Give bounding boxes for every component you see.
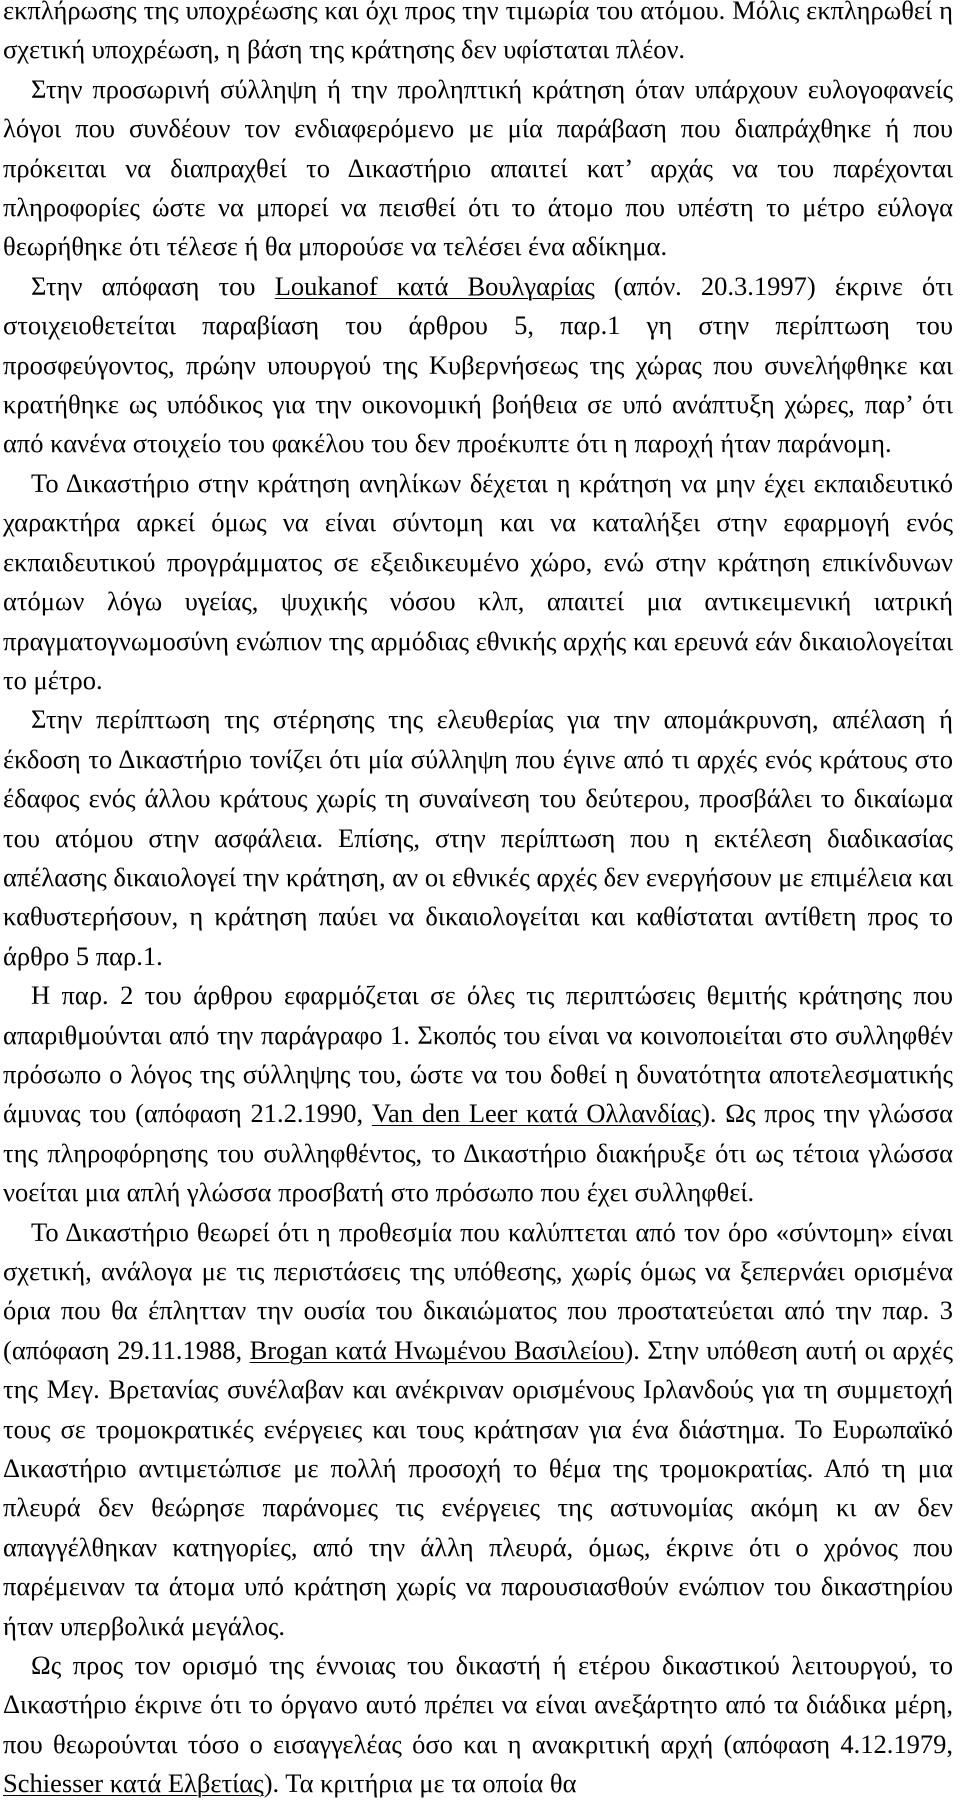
paragraph-text: (απόν. 20.3.1997) έκρινε ότι στοιχειοθετείται παραβίαση του άρθρου 5, παρ.1 γη στην περίπτωση του προσφεύγοντος, πρώην υπουργού της Κυβερνήσεως της χώρας που συνελήφθηκε και κρατήθηκε ως υπόδικος για την οικονομική βοήθεια σε υπό ανάπτυξη χώρες, παρ’ ότι από κανένα στοιχείο του φακέλου του δεν προέκυπτε ότι η παροχή ήταν παράνομη. — [3, 270, 953, 459]
paragraph-text: Το Δικαστήριο στην κράτηση ανηλίκων δέχεται η κράτηση να μην έχει εκπαιδευτικό χαρακτήρα αρκεί όμως να είναι σύντομη και να καταλήξει στην εφαρμογή ενός εκπαιδευτικού προγράμματος σε εξειδικευμένο χώρο, ενώ στην κράτηση επικίνδυνων ατόμων λόγω υγείας, ψυχικής νόσου κλπ, απαιτεί μια αντικειμενική ιατρική πραγματογνωμοσύνη ενώπιον της αρμόδιας εθνικής αρχής και ερευνά εάν δικαιολογείται το μέτρο. — [3, 467, 953, 695]
paragraph — [3, 1646, 953, 1804]
paragraph — [3, 0, 953, 70]
paragraph — [3, 70, 953, 267]
paragraph — [3, 464, 953, 700]
paragraph — [3, 700, 953, 976]
paragraph-text: ). Ως προς την γλώσσα της πληροφόρησης του συλληφθέντος, το Δικαστήριο διακήρυξε ότι ως τέτοια γλώσσα νοείται μια απλή γλώσσα προσβατή στο πρόσωπο που έχει συλληφθεί. — [3, 1098, 953, 1208]
paragraph-text: Στην απόφαση του — [31, 270, 275, 301]
case-citation: Brogan κατά Ηνωμένου Βασιλείου — [249, 1334, 625, 1365]
paragraph-text: Ως προς τον ορισμό της έννοιας του δικαστή ή ετέρου δικαστικού λειτουργού, το Δικαστήριο έκρινε ότι το όργανο αυτό πρέπει να είναι ανεξάρτητο από τα διάδικα μέρη, που θεωρούνται τόσο ο εισαγγελέας όσο και η ανακριτική αρχή (απόφαση 4.12.1979, — [3, 1650, 953, 1759]
paragraph-text: Το Δικαστήριο θεωρεί ότι η προθεσμία που καλύπτεται από τον όρο «σύντομη» είναι σχετική, ανάλογα με τις περιστάσεις της υπόθεσης, χωρίς όμως να ξεπερνάει ορισμένα όρια που θα έπλητταν την ουσία του δικαιώματος που προστατεύεται από την παρ. 3 (απόφαση 29.11.1988, — [3, 1216, 953, 1365]
paragraph-text: εκπλήρωσης της υποχρέωσης και όχι προς την τιμωρία του ατόμου. Μόλις εκπληρωθεί η σχετική υποχρέωση, η βάση της κράτησης δεν υφίσταται πλέον. — [3, 0, 953, 65]
case-citation: Van den Leer κατά Ολλανδίας — [371, 1098, 702, 1129]
document-body — [3, 0, 953, 1804]
paragraph — [3, 976, 953, 1212]
paragraph-text: Στην περίπτωση της στέρησης της ελευθερίας για την απομάκρυνση, απέλαση ή έκδοση το Δικαστήριο τονίζει ότι μία σύλληψη που έγινε από τι αρχές ενός κράτους στο έδαφος ενός άλλου κράτους χωρίς τη συναίνεση του δεύτερου, προσβάλει το δικαίωμα του ατόμου στην ασφάλεια. Επίσης, στην περίπτωση που η εκτέλεση διαδικασίας απέλασης δικαιολογεί την κράτηση, αν οι εθνικές αρχές δεν ενεργήσουν με επιμέλεια και καθυστερήσουν, η κράτηση παύει να δικαιολογείται και καθίσταται αντίθετη προς το άρθρο 5 παρ.1. — [3, 704, 953, 971]
case-citation: Loukanof κατά Βουλγαρίας — [274, 270, 595, 301]
paragraph-text: ). Τα κριτήρια με τα οποία θα — [263, 1768, 577, 1799]
paragraph-text: ). Στην υπόθεση αυτή οι αρχές της Μεγ. Βρετανίας συνέλαβαν και ανέκριναν ορισμένους Ιρλανδούς για τη συμμετοχή τους σε τρομοκρατικές ενέργειες και τους κράτησαν για ένα διάστημα. Το Ευρωπαϊκό Δικαστήριο αντιμετώπισε με πολλή προσοχή το θέμα της τρομοκρατίας. Από τη μια πλευρά δεν θεώρησε παράνομες τις ενέργειες της αστυνομίας ακόμη κι αν δεν απαγγέλθηκαν κατηγορίες, από την άλλη πλευρά, όμως, έκρινε ότι ο χρόνος που παρέμειναν τα άτομα υπό κράτηση χωρίς να παρουσιασθούν ενώπιον του δικαστηρίου ήταν υπερβολικά μεγάλος. — [3, 1334, 953, 1641]
case-citation: Schiesser κατά Ελβετίας — [3, 1768, 264, 1799]
paragraph — [3, 1213, 953, 1646]
paragraph — [3, 267, 953, 464]
paragraph-text: Η παρ. 2 του άρθρου εφαρμόζεται σε όλες τις περιπτώσεις θεμιτής κράτησης που απαριθμούνται από την παράγραφο 1. Σκοπός του είναι να κοινοποιείται στο συλληφθέν πρόσωπο ο λόγος της σύλληψης του, ώστε να του δοθεί η δυνατότητα αποτελεσματικής άμυνας του (απόφαση 21.2.1990, — [3, 980, 953, 1129]
paragraph-text: Στην προσωρινή σύλληψη ή την προληπτική κράτηση όταν υπάρχουν ευλογοφανείς λόγοι που συνδέουν τον ενδιαφερόμενο με μία παράβαση που διαπράχθηκε ή που πρόκειται να διαπραχθεί το Δικαστήριο απαιτεί κατ’ αρχάς να του παρέχονται πληροφορίες ώστε να μπορεί να πεισθεί ότι το άτομο που υπέστη το μέτρο εύλογα θεωρήθηκε ότι τέλεσε ή θα μπορούσε να τελέσει ένα αδίκημα. — [3, 73, 953, 262]
